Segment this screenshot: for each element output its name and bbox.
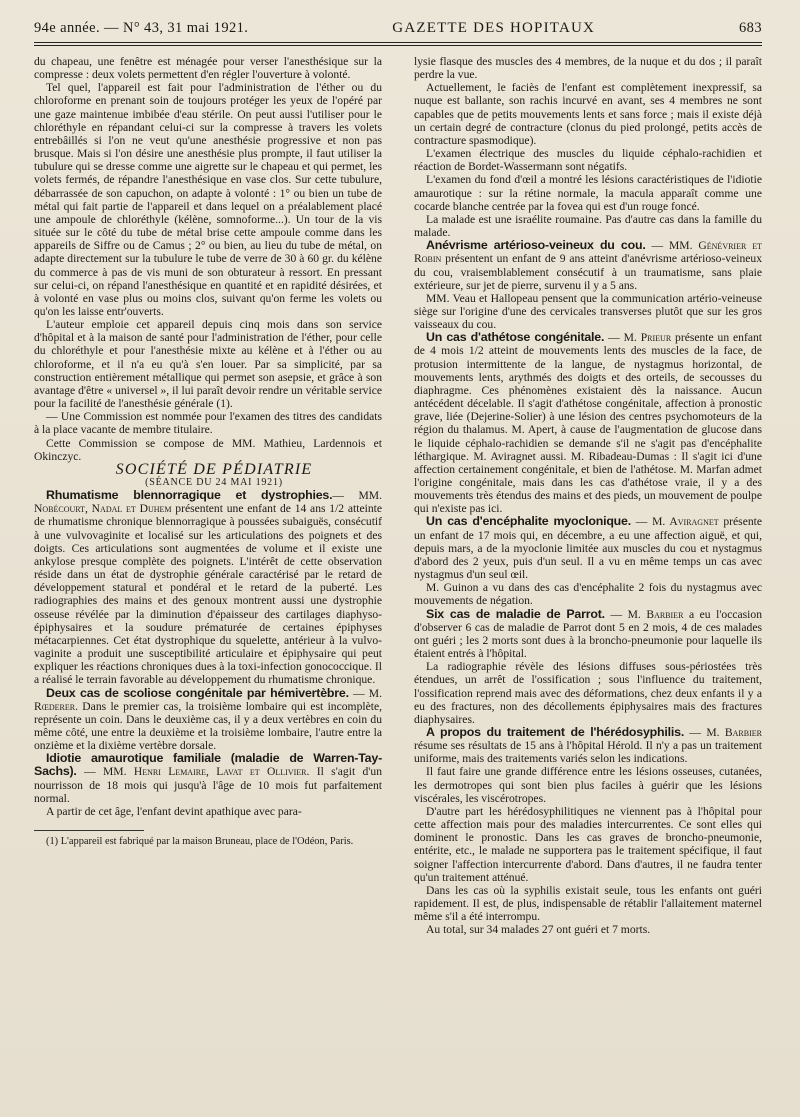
article-body: présente un enfant de 4 mois 1/2 atteint de mouvements lents des muscles de la face, de protusion intermittente de la langue, de nystagmus horizontal, de mouvements lents, arythmés des doigts et des orteils, de secousses du diaphragme. Ces phénomènes existaient dès la naissance. Aucun antécédent décelable. Il s'agit d'athétose congénitale, affection à pronostic grave, liée (Dejerine-Solier) à une lésion des centres psychomoteurs de la région du thalamus. M. Apert, à cause de l'augmentation de glucose dans le liquide céphalo-rachidien se demande s'il ne s'agit pas d'encéphalite léthargique. M. Aviragnet aussi. M. Ribadeau-Dumas : Il s'agit ici d'une affection certainement congénitale, et bien de l'athétose. M. Marfan admet l'origine congénitale, mais dans les cas d'athétose vraie, il y a des mouvements très étendus des mains et des pieds, un mouvement de poulpe qui n'existe pas ici. — [414, 331, 762, 516]
paragraph: La malade est une israélite roumaine. Pas d'autre cas dans la famille du malade. — [414, 212, 762, 240]
article-authors: — M. Prieur — [604, 331, 672, 345]
article-heading: Un cas d'athétose congénitale. — [426, 330, 605, 345]
article-encephalite — [414, 515, 762, 581]
footnote-rule — [34, 830, 144, 831]
article-body: présentent une enfant de 14 ans 1/2 atteinte de rhumatisme chronique blennorragique à poussées subaiguës, consécutif à une vulvovaginite et localisé sur les articulations des poignets et des doigts. Ces articulations sont augmentées de volume et il existe une ankylose presque complète des poignets. L'intérêt de cette observation réside dans un état de dystrophie générale caractérisé par le retard de développement statural et pondéral et le retard de la puberté. Les radiographies des mains et des genoux montrent aussi une dystrophie osseuse révélée par la diminution d'épaisseur des cartilages diaphyso-épiphysaires et la soudure prématurée de certaines épiphyses métacarpiennes. Cet état dystrophique du squelette, antérieur à la vulvo-vaginite a produit une susceptibilité articulaire et épiphysaire qui peut expliquer les réactions chroniques dues à la toxi-infection gonococcique. Il a réalisé le terrain favorable au développement du rhumatisme chronique. — [34, 502, 382, 687]
page-number: 683 — [739, 20, 762, 36]
article-parrot — [414, 608, 762, 661]
paragraph: Tel quel, l'appareil est fait pour l'administration de l'éther ou du chloroforme en prenant soin de toujours protéger les yeux de l'opéré par une gaze maintenue imbibée d'eau stérile. On peut aussi l'utiliser pour le chloréthyle en répandant celui-ci sur la compresse à travers les volets entrebâillés si l'on ne veut qu'une anesthésie progressive et non pas brusque. Mais si l'on désire une anesthésie plus prompte, il faut utiliser la tubulure qui se dresse comme une aigrette sur le chapeau et qui permet, les volets fermés, de répandre l'anesthésique en vase clos. Sur cette tubulure, débarrassée de son capuchon, on adapte à volonté : 1° ou bien un tube de métal qui fait partie de l'appareil et dans lequel on a préalablement placé une ampoule de chloréthyle (kélène, somnoforme...). Un tour de la vis située sur le côté du tube de métal brise cette ampoule comme dans les appareils de Siffre ou de Camus ; 2° ou bien, au lieu du tube de métal, on adapte directement sur la tubulure le tube de verre de 30 à 60 gr. du kélène du commerce à pas de vis muni de son obturateur à ressort. En pressant sur celui-ci, on répand l'anesthésique en quantité et en rapidité désirées, et à volonté en vase plus ou moins clos, suivant qu'on ferme les volets ou qu'on les laisse entr'ouverts. — [34, 81, 382, 318]
running-header — [34, 20, 762, 42]
paragraph: Cette Commission se compose de MM. Mathieu, Lardennois et Okinczyc. — [34, 436, 382, 463]
columns — [34, 55, 762, 936]
section-title: SOCIÉTÉ DE PÉDIATRIE — [115, 460, 313, 478]
article-body: présente un enfant de 17 mois qui, en décembre, a eu une affection aiguë, et qui, depuis mars, a de la myoclonie limitée aux muscles du cou et nystagmus d'abord des 2 yeux, puis d'un seul. Il a vu en même temps un cas avec nystagmus d'un seul œil. — [414, 515, 763, 582]
article-heading: Un cas d'encéphalite myoclonique. — [426, 514, 631, 529]
article-heading: Deux cas de scoliose congénitale par hémivertèbre. — [46, 685, 349, 700]
article-authors: — M. Aviragnet — [631, 515, 719, 529]
article-heading: Six cas de maladie de Parrot. — [426, 606, 605, 621]
paragraph: M. Guinon a vu dans des cas d'encéphalite 2 fois du nystagmus avec mouvements de négation. — [414, 581, 762, 608]
paragraph: L'examen électrique des muscles du liquide céphalo-rachidien et réaction de Bordet-Wassermann sont négatifs. — [414, 147, 762, 174]
article-body: résume ses résultats de 15 ans à l'hôpital Hérold. Il n'y a pas un traitement uniforme, mais des traitements variés selon les indications. — [414, 739, 762, 766]
header-rule — [34, 42, 762, 46]
article-authors: — MM. Nobécourt, Nadal et Duhem — [34, 489, 382, 516]
paragraph: La radiographie révèle des lésions diffuses sous-périostées très étendues, un arrêt de l'ossification ; sous l'influence du traitement, l'ossification reprend mais avec des déformations, chez deux enfants il y a eu des fractures, non des décollements épiphysaires mais des fractures diaphysaires. — [414, 660, 762, 726]
article-scoliose — [34, 687, 382, 753]
issue-info: 94e année. — N° 43, 31 mai 1921. — [34, 20, 249, 36]
article-body: a eu l'occasion d'observer 6 cas de maladie de Parrot dont 5 en 2 mois, 4 de ces malades ont guéri ; les 2 morts sont dues à la broncho-pneumonie pour laquelle ils étaient entrés à l'hôpital. — [414, 607, 762, 661]
article-body: présentent un enfant de 9 ans atteint d'anévrisme artérioso-veineux du cou, vraisemblablement consécutif à un traumatisme, sans plaie extérieure, sur jet de pierre, survenu il y a 5 ans. — [414, 252, 762, 292]
paragraph: Au total, sur 34 malades 27 ont guéri et 7 morts. — [426, 923, 651, 937]
paragraph: L'examen du fond d'œil a montré les lésions caractéristiques de l'idiotie amaurotique : sur la rétine normale, la macula apparaît comme une cocarde blanche centrée par la fovea qui est d'un rouge foncé. — [414, 173, 762, 213]
paragraph: MM. Veau et Hallopeau pensent que la communication artério-veineuse siège sur l'origine d'une des cervicales transverses plutôt que sur les gros vaisseaux du cou. — [414, 291, 762, 332]
article-athetose — [414, 331, 762, 515]
paragraph: A partir de cet âge, l'enfant devint apathique avec para- — [46, 804, 302, 818]
journal-title: GAZETTE DES HOPITAUX — [392, 20, 596, 36]
article-heading: Rhumatisme blennorragique et dystrophies. — [46, 488, 333, 503]
article-heading: Anévrisme artérioso-veineux du cou. — [426, 238, 646, 253]
left-column — [34, 55, 382, 936]
paragraph: Actuellement, le faciès de l'enfant est complètement inexpressif, sa nuque est ballante, son rachis incurvé en avant, ses 4 membres ne sont capables que de petits mouvements lents et sans force ; mais il existe déjà un certain degré de contracture (clonus du pied prolongé, petits accès de contracture spasmodique). — [414, 81, 762, 147]
section-subtitle: (SÉANCE DU 24 MAI 1921) — [145, 477, 283, 488]
paragraph: du chapeau, une fenêtre est ménagée pour verser l'anesthésique sur la compresse : deux volets permettent d'en régler l'ouverture à volonté. — [34, 55, 382, 82]
article-idiotie — [34, 752, 382, 805]
paragraph: Il faut faire une grande différence entre les lésions osseuses, cutanées, les dermotropes qui sont bien plus faciles à guérir que les lésions viscérales, les viscérotropes. — [414, 765, 762, 805]
article-body: Dans le premier cas, la troisième lombaire qui est incomplète, représente un coin. Dans le deuxième cas, il y a deux vertèbres en coin du même côté, une entre la deuxième et la troisième lombaire, l'autre entre la onzième et la dixième vertèbre dorsale. — [34, 699, 382, 753]
right-column — [414, 55, 762, 936]
article-authors: — MM. Henri Lemaire, Lavat et Ollivier. — [76, 765, 310, 779]
paragraph: Dans les cas où la syphilis existait seule, tous les enfants ont guéri rapidement. Il est, de plus, indispensable de rétablir l'allaitement maternel même s'il a été interrompu. — [414, 883, 762, 924]
paragraph: lysie flasque des muscles des 4 membres, de la nuque et du dos ; il paraît perdre la vue. — [414, 55, 762, 82]
article-authors: — M. Barbier — [604, 607, 684, 621]
article-authors: — M. Rœderer. — [34, 686, 382, 713]
paragraph: D'autre part les hérédosyphilitiques ne viennent pas à l'hôpital pour cette affection mais pour des maladies intercurrentes. Ce sont elles qui dominent le pronostic. Dans les cas graves de broncho-pneumonie, entérite, etc., le malade ne supportera pas le traitement spécifique, il faut soigner l'affection intercurrente d'abord. Dans d'autres, il ne faudra tenter qu'un traitement atténué. — [414, 804, 762, 884]
article-heading: A propos du traitement de l'hérédosyphilis. — [426, 724, 685, 739]
article-authors: — MM. Génévrier et Robin — [414, 239, 762, 266]
article-heading: Idiotie amaurotique familiale (maladie de Warren-Tay-Sachs). — [34, 751, 382, 779]
article-rhumatisme — [34, 489, 382, 686]
article-authors: — M. Barbier — [684, 725, 762, 739]
article-body: Il s'agit d'un nourrisson de 18 mois qui jusqu'à l'âge de 10 mois fut parfaitement normal. — [34, 765, 382, 805]
article-anevrisme — [414, 239, 762, 292]
footnote: (1) L'appareil est fabriqué par la maison Bruneau, place de l'Odéon, Paris. — [46, 836, 354, 848]
article-heredosyphilis — [414, 726, 762, 765]
paragraph: L'auteur emploie cet appareil depuis cinq mois dans son service d'hôpital et à la maison de santé pour l'administration de l'éther, pour celle du chloréthyle et pour l'anesthésie mixte au kélène et à l'éther ou au chloroforme, et il n'a eu qu'à s'en louer. Par sa simplicité, par sa construction entièrement métallique qui permet son asepsie, et grâce à son avantage d'être « universel », il lui paraît devoir rendre un véritable service pour la facilité de l'anesthésie générale (1). — [34, 318, 382, 411]
paragraph: — Une Commission est nommée pour l'examen des titres des candidats à la place vacante de membre titulaire. — [34, 410, 382, 437]
